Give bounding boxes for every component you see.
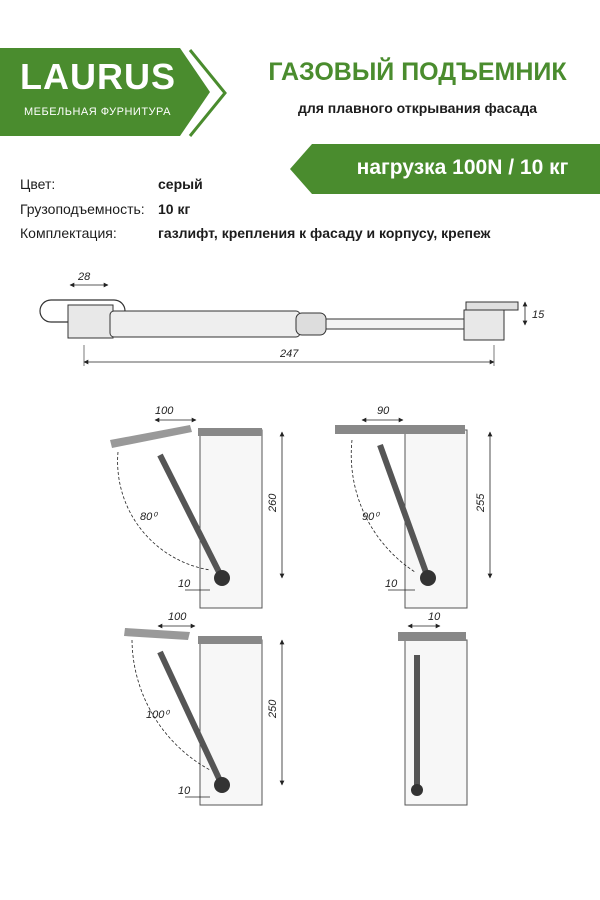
diag2-offset-label: 10 <box>385 578 398 590</box>
dim-247-label: 247 <box>280 348 299 360</box>
dim-15-label: 15 <box>532 309 545 321</box>
diag2-angle-label: 90⁰ <box>362 511 379 523</box>
spec-label-capacity: Грузоподъемность: <box>20 201 145 217</box>
page-title: ГАЗОВЫЙ ПОДЪЕМНИК <box>268 58 567 86</box>
diag1-angle-label: 80⁰ <box>140 511 157 523</box>
chevron-decoration <box>185 48 235 138</box>
diag1-width-label: 100 <box>155 405 174 417</box>
brand-tagline: МЕБЕЛЬНАЯ ФУРНИТУРА <box>24 106 171 118</box>
dim-28-label: 28 <box>78 271 91 283</box>
diagram-90-deg <box>335 420 490 608</box>
diag4-offset-label: 10 <box>428 611 441 623</box>
diag3-width-label: 100 <box>168 611 187 623</box>
technical-drawings <box>0 250 600 900</box>
diag3-angle-label: 100⁰ <box>146 709 169 721</box>
diag1-height-label: 260 <box>267 493 279 512</box>
spec-value-kit: газлифт, крепления к фасаду и корпусу, крепеж <box>158 225 491 241</box>
brand-logo: LAURUS <box>20 56 176 97</box>
diag3-offset-label: 10 <box>178 785 191 797</box>
diag1-offset-label: 10 <box>178 578 191 590</box>
diag2-height-label: 255 <box>475 493 487 512</box>
spec-value-color: серый <box>158 176 203 192</box>
diagram-closed <box>398 626 467 805</box>
load-rating: нагрузка 100N / 10 кг <box>356 156 569 179</box>
spec-value-capacity: 10 кг <box>158 201 191 217</box>
spec-label-kit: Комплектация: <box>20 225 117 241</box>
spec-label-color: Цвет: <box>20 176 56 192</box>
diagram-80-deg <box>110 420 282 608</box>
diag2-width-label: 90 <box>377 405 390 417</box>
diag3-height-label: 250 <box>267 699 279 718</box>
page-subtitle: для плавного открывания фасада <box>297 100 538 116</box>
